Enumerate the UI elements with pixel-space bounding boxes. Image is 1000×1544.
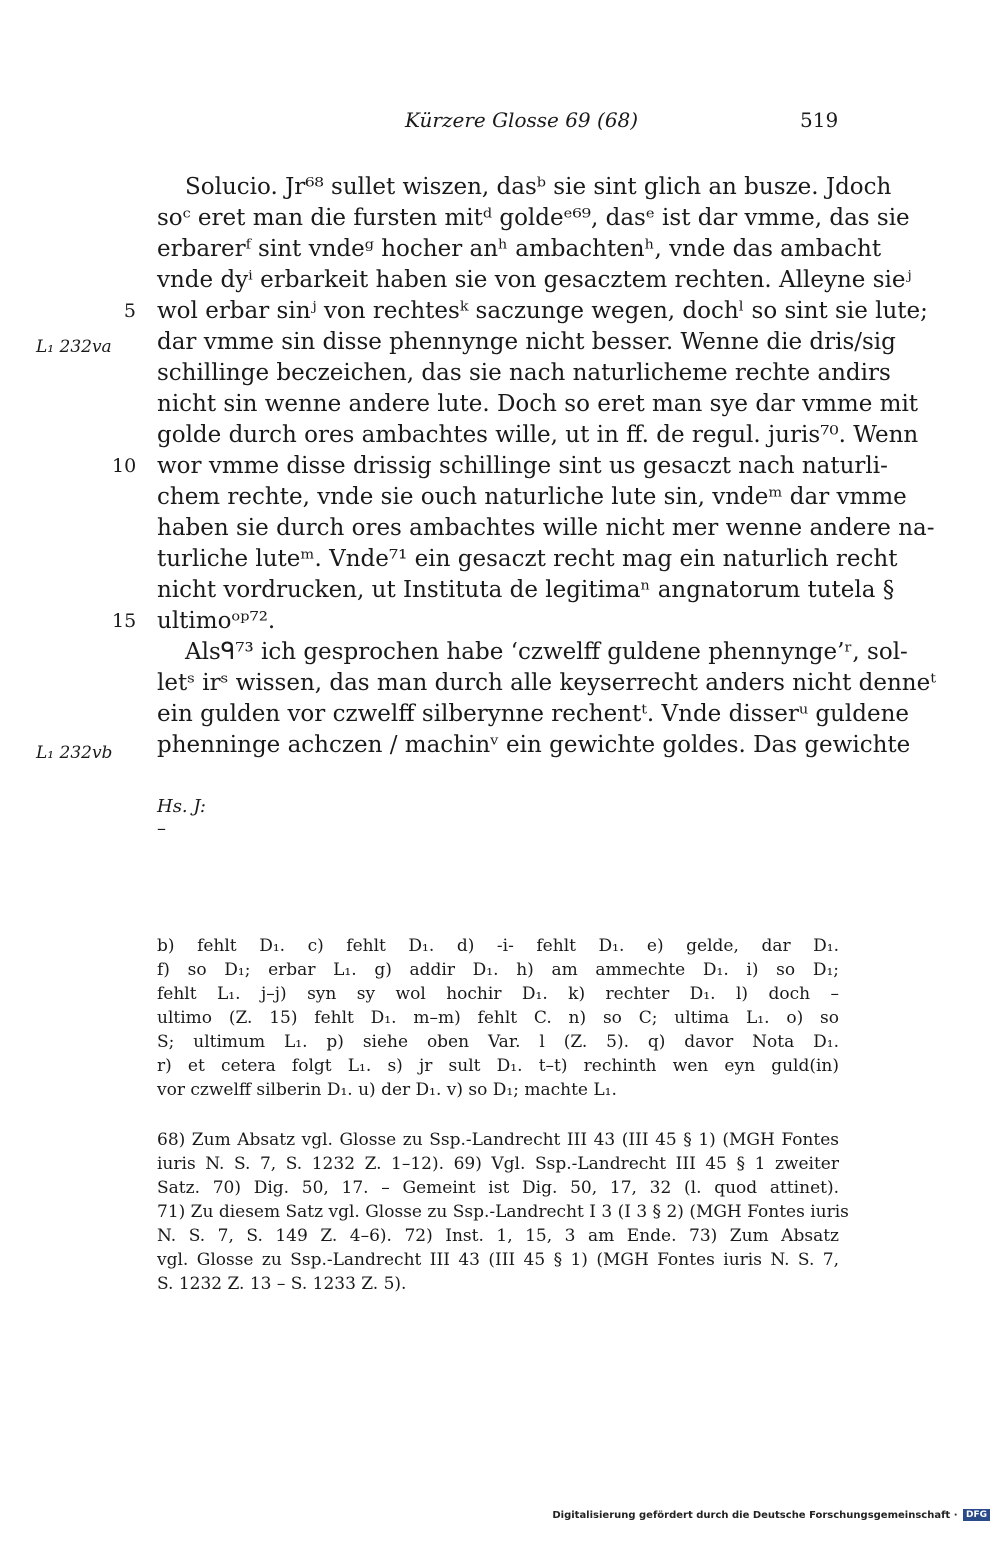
note-line: vgl. Glosse zu Ssp.-Landrecht III 43 (III 45 § 1) (MGH Fontes iuris N. S. 7,: [157, 1250, 839, 1270]
variant-line: r) et cetera folgt L₁. s) jr sult D₁. t–t) rechinth wen eyn guld(in): [157, 1056, 839, 1076]
text-line: turliche luteᵐ. Vnde⁷¹ ein gesaczt recht mag ein naturlich recht: [157, 546, 898, 572]
line-number: 10: [112, 455, 137, 477]
text-line: wol erbar sinʲ von rechtesᵏ saczunge wegen, dochˡ so sint sie lute;: [157, 298, 928, 324]
main-text: [157, 172, 936, 761]
note-line: N. S. 7, S. 149 Z. 4–6). 72) Inst. 1, 15, 3 am Ende. 73) Zum Absatz: [157, 1226, 839, 1246]
text-line: nicht sin wenne andere lute. Doch so eret man sye dar vmme mit: [157, 391, 919, 417]
text-line: letˢ irˢ wissen, das man durch alle keyserrecht anders nicht denneᵗ: [157, 670, 936, 696]
manuscript-label: Hs. J:: [157, 796, 206, 817]
margin-note: L₁ 232vb: [36, 743, 113, 763]
variant-line: fehlt L₁. j–j) syn sy wol hochir D₁. k) rechter D₁. l) doch –: [157, 984, 839, 1004]
text-line: wor vmme disse drissig schillinge sint us gesaczt nach naturli-: [157, 453, 888, 479]
text-line: soᶜ eret man die fursten mitᵈ goldeᵉ⁶⁹, dasᵉ ist dar vmme, das sie: [157, 205, 910, 231]
source-notes: [157, 1128, 849, 1296]
text-line: chem rechte, vnde sie ouch naturliche lute sin, vndeᵐ dar vmme: [157, 484, 907, 510]
text-line: vnde dyⁱ erbarkeit haben sie von gesacztem rechten. Alleyne sieʲ: [157, 267, 912, 293]
variant-line: f) so D₁; erbar L₁. g) addir D₁. h) am ammechte D₁. i) so D₁;: [157, 960, 839, 980]
note-line: 71) Zu diesem Satz vgl. Glosse zu Ssp.-Landrecht I 3 (I 3 § 2) (MGH Fontes iuris: [157, 1202, 849, 1222]
manuscript-dash: –: [157, 818, 166, 839]
variant-apparatus: [157, 934, 839, 1102]
line-number: 15: [112, 610, 137, 632]
text-line: haben sie durch ores ambachtes wille nicht mer wenne andere na-: [157, 515, 935, 541]
variant-line: S; ultimum L₁. p) siehe oben Var. l (Z. 5). q) davor Nota D₁.: [157, 1032, 839, 1052]
text-line: phenninge achczen / machinᵛ ein gewichte goldes. Das gewichte: [157, 732, 911, 758]
text-line: ultimoᵒᵖ⁷².: [157, 608, 276, 634]
text-line: nicht vordrucken, ut Instituta de legitimaⁿ angnatorum tutela §: [157, 577, 895, 603]
text-line: Alsᑫ⁷³ ich gesprochen habe ‘czwelff guldene phennynge’ʳ, sol-: [185, 639, 908, 665]
variant-line: b) fehlt D₁. c) fehlt D₁. d) -i- fehlt D₁. e) gelde, dar D₁.: [157, 936, 839, 956]
text-line: schillinge beczeichen, das sie nach naturlicheme rechte andirs: [157, 360, 891, 386]
variant-line: vor czwelff silberin D₁. u) der D₁. v) so D₁; machte L₁.: [157, 1080, 617, 1100]
dfg-logo: DFG: [963, 1509, 990, 1521]
funding-credit-text: Digitalisierung gefördert durch die Deutsche Forschungsgemeinschaft: [552, 1510, 951, 1521]
margin-note: L₁ 232va: [36, 337, 112, 357]
funding-credit: Digitalisierung gefördert durch die Deutsche Forschungsgemeinschaft · DFG: [552, 1509, 990, 1521]
text-line: ein gulden vor czwelff silberynne rechentᵗ. Vnde disserᵘ guldene: [157, 701, 910, 727]
text-line: erbarerᶠ sint vndeᵍ hocher anʰ ambachtenʰ, vnde das ambacht: [157, 236, 882, 262]
variant-line: ultimo (Z. 15) fehlt D₁. m–m) fehlt C. n) so C; ultima L₁. o) so: [157, 1008, 839, 1028]
note-line: S. 1232 Z. 13 – S. 1233 Z. 5).: [157, 1274, 407, 1294]
line-number: 5: [123, 300, 136, 322]
page-number: 519: [800, 108, 839, 132]
text-line: golde durch ores ambachtes wille, ut in ff. de regul. juris⁷⁰. Wenn: [157, 422, 919, 448]
text-line: dar vmme sin disse phennynge nicht besser. Wenne die dris/sig: [157, 329, 896, 355]
text-line: Solucio. Jr⁶⁸ sullet wiszen, dasᵇ sie sint glich an busze. Jdoch: [185, 174, 892, 200]
running-title: Kürzere Glosse 69 (68): [405, 108, 639, 132]
note-line: iuris N. S. 7, S. 1232 Z. 1–12). 69) Vgl. Ssp.-Landrecht III 45 § 1 zweiter: [157, 1154, 839, 1174]
note-line: Satz. 70) Dig. 50, 17. – Gemeint ist Dig. 50, 17, 32 (l. quod attinet).: [157, 1178, 839, 1198]
note-line: 68) Zum Absatz vgl. Glosse zu Ssp.-Landrecht III 43 (III 45 § 1) (MGH Fontes: [157, 1130, 839, 1150]
